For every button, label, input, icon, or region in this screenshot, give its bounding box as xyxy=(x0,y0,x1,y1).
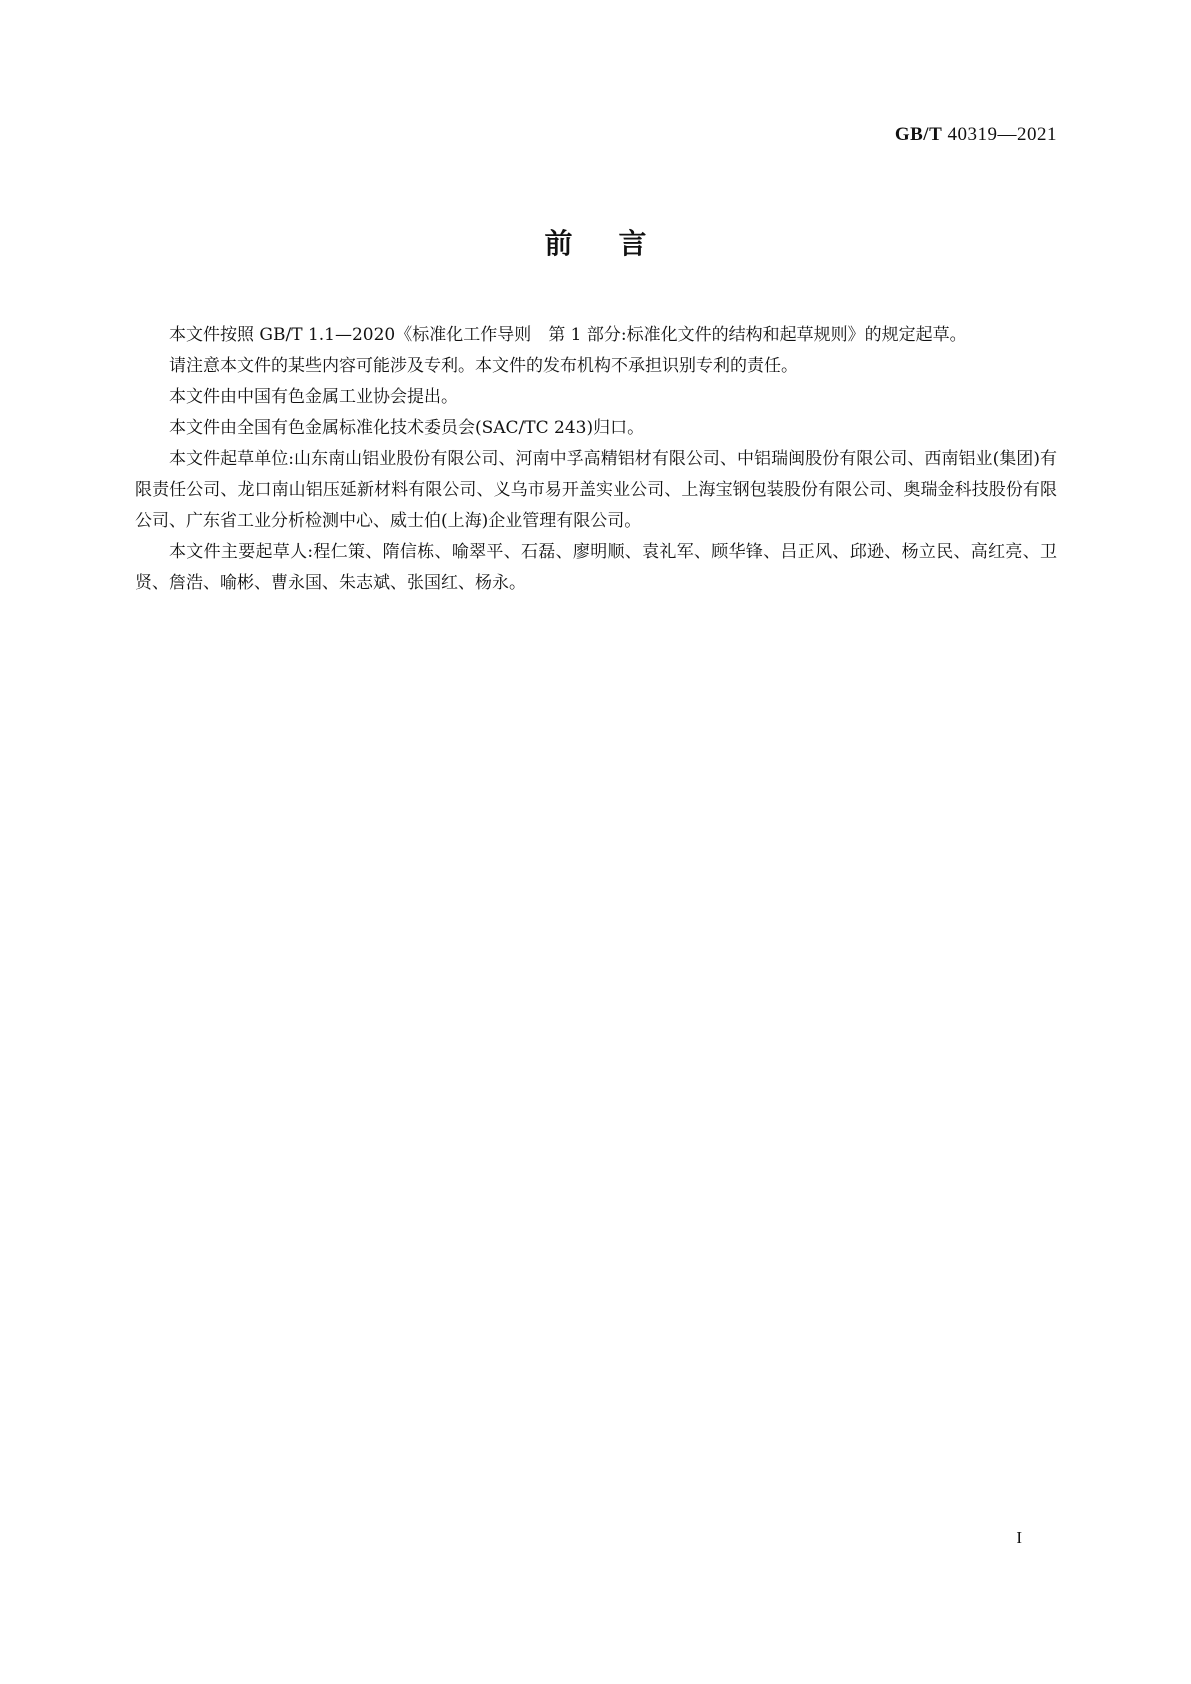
standard-code-prefix: GB/T xyxy=(894,124,943,145)
page-title-char-1: 前 xyxy=(544,227,573,260)
foreword-body xyxy=(135,320,1057,599)
standard-code-number: 40319—2021 xyxy=(947,124,1057,145)
page-number: I xyxy=(1016,1528,1022,1547)
paragraph-drafting-rules: 本文件按照 GB/T 1.1—2020《标准化工作导则 第 1 部分:标准化文件的结构和起草规则》的规定起草。 xyxy=(169,325,967,345)
paragraph-committee: 本文件由全国有色金属标准化技术委员会(SAC/TC 243)归口。 xyxy=(169,418,645,438)
page-title xyxy=(0,222,1191,262)
page-title-char-2: 言 xyxy=(618,227,647,260)
paragraph-drafters: 本文件主要起草人:程仁策、隋信栋、喻翠平、石磊、廖明顺、袁礼军、顾华锋、吕正风、邱逊、杨立民、高红亮、卫贤、詹浩、喻彬、曹永国、朱志斌、张国红、杨永。 xyxy=(135,542,1057,593)
paragraph-proposer: 本文件由中国有色金属工业协会提出。 xyxy=(169,387,458,407)
paragraph-drafting-units: 本文件起草单位:山东南山铝业股份有限公司、河南中孚高精铝材有限公司、中铝瑞闽股份有限公司、西南铝业(集团)有限责任公司、龙口南山铝压延新材料有限公司、义乌市易开盖实业公司、上海宝钢包装股份有限公司、奥瑞金科技股份有限公司、广东省工业分析检测中心、威士伯(上海)企业管理有限公司。 xyxy=(135,449,1057,531)
standard-code-header xyxy=(895,124,1057,146)
paragraph-patent-notice: 请注意本文件的某些内容可能涉及专利。本文件的发布机构不承担识别专利的责任。 xyxy=(169,356,798,376)
